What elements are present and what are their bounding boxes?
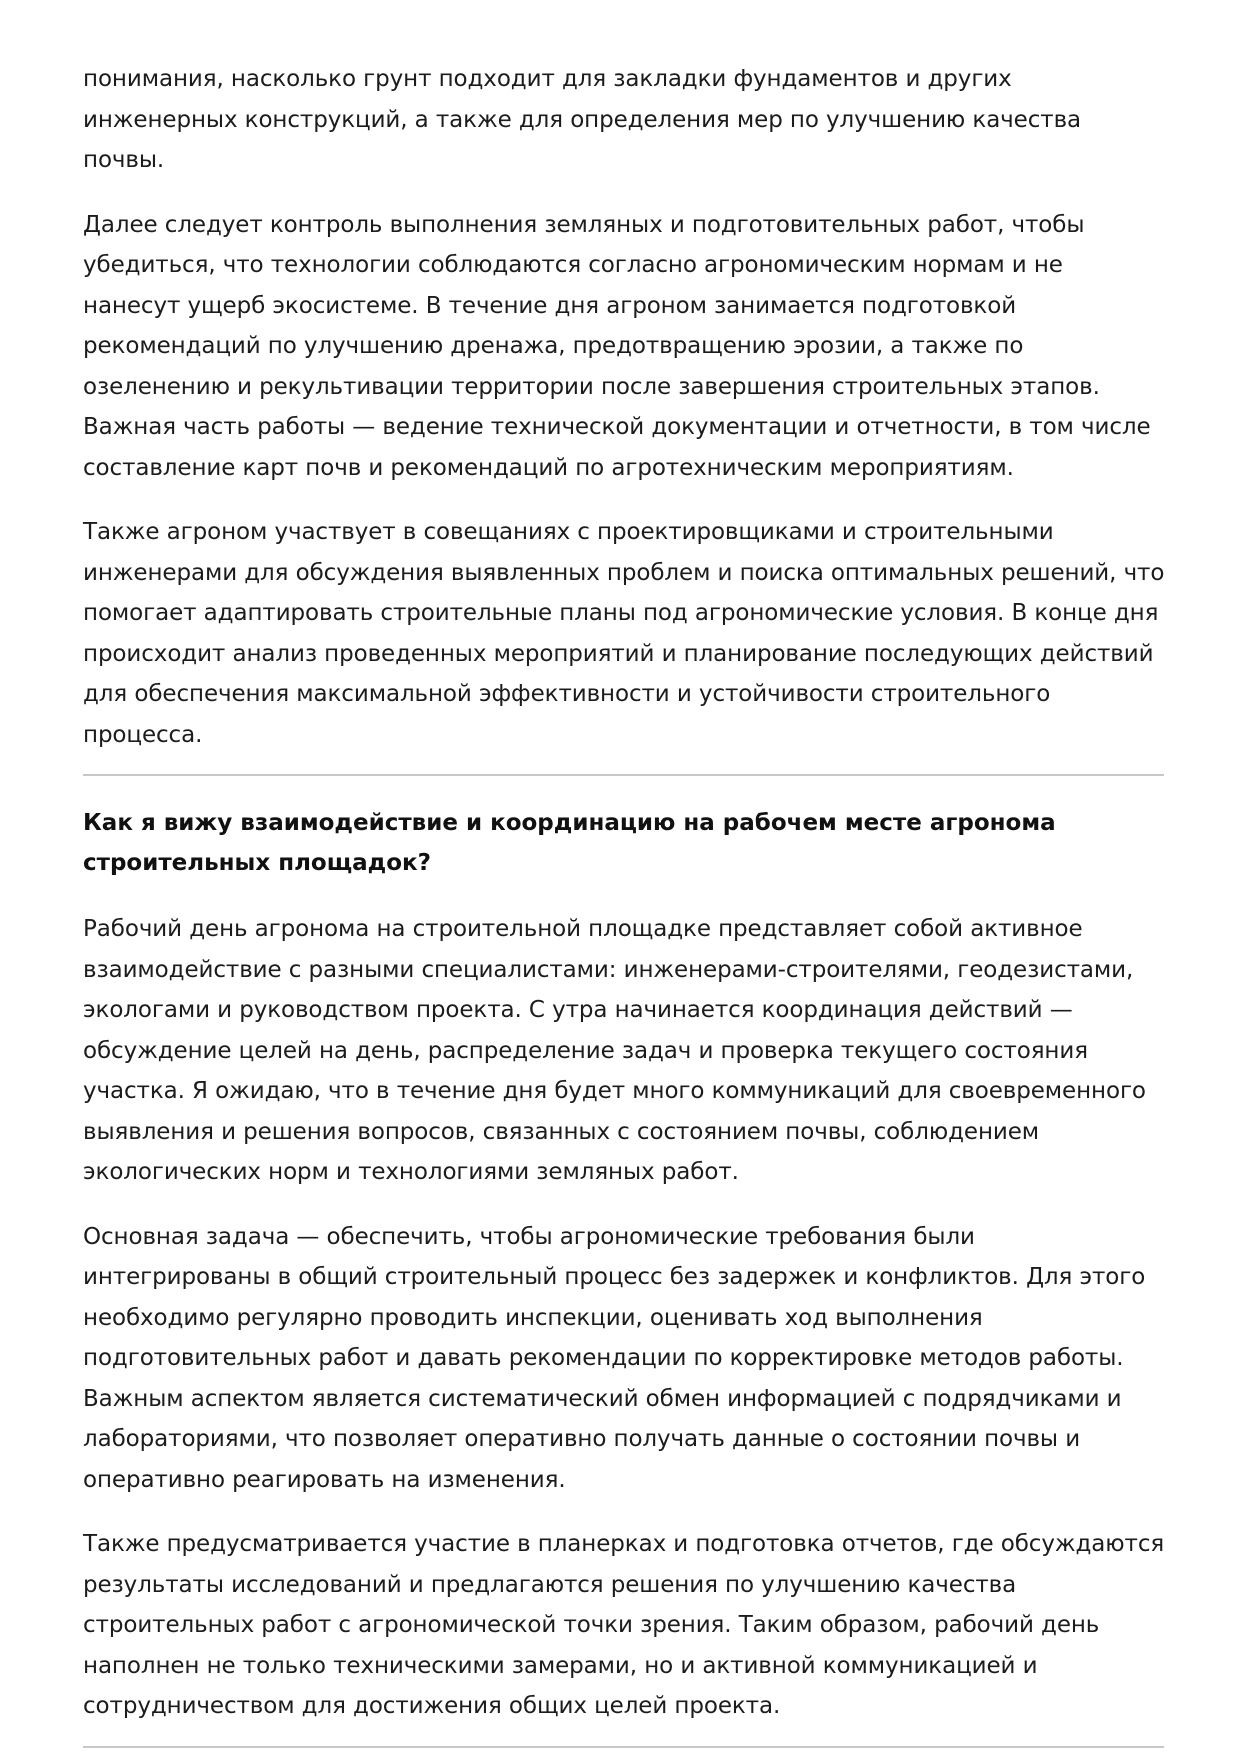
paragraph: понимания, насколько грунт подходит для закладки фундаментов и других инженерных конструкций, а также для определения мер по улучшению качества почвы. xyxy=(83,66,1082,173)
paragraph: Далее следует контроль выполнения земляных и подготовительных работ, чтобы убедиться, что технологии соблюдаются согласно агрономическим нормам и не нанесут ущерб экосистеме. В течение дня агроном занимается подготовкой рекомендаций по улучшению дренажа, предотвращению эрозии, а также по озеленению и рекультивации территории после завершения строительных этапов. Важная часть работы — ведение технической документации и отчетности, в том числе составление карт почв и рекомендаций по агротехническим мероприятиям. xyxy=(83,211,1151,481)
section-divider xyxy=(83,1746,1164,1748)
paragraph: Рабочий день агронома на строительной площадке представляет собой активное взаимодействие с разными специалистами: инженерами-строителями, геодезистами, экологами и руководством проекта. С утра начинается координация действий — обсуждение целей на день, распределение задач и проверка текущего состояния участка. Я ожидаю, что в течение дня будет много коммуникаций для своевременного выявления и решения вопросов, связанных с состоянием почвы, соблюдением экологических норм и технологиями земляных работ. xyxy=(83,916,1146,1185)
paragraph: Основная задача — обеспечить, чтобы агрономические требования были интегрированы в общий строительный процесс без задержек и конфликтов. Для этого необходимо регулярно проводить инспекции, оценивать ход выполнения подготовительных работ и давать рекомендации по корректировке методов работы. Важным аспектом является систематический обмен информацией с подрядчиками и лабораториями, что позволяет оперативно получать данные о состоянии почвы и оперативно реагировать на изменения. xyxy=(83,1223,1146,1493)
paragraph: Также агроном участвует в совещаниях с проектировщиками и строительными инженерами для обсуждения выявленных проблем и поиска оптимальных решений, что помогает адаптировать строительные планы под агрономические условия. В конце дня происходит анализ проведенных мероприятий и планирование последующих действий для обеспечения максимальной эффективности и устойчивости строительного процесса. xyxy=(83,519,1165,748)
document-page xyxy=(83,59,1165,1748)
section-divider xyxy=(83,774,1164,776)
paragraph: Также предусматривается участие в планерках и подготовка отчетов, где обсуждаются результаты исследований и предлагаются решения по улучшению качества строительных работ с агрономической точки зрения. Таким образом, рабочий день наполнен не только техническими замерами, но и активной коммуникацией и сотрудничеством для достижения общих целей проекта. xyxy=(83,1531,1165,1719)
section-heading: Как я вижу взаимодействие и координацию на рабочем месте агронома строительных площадок? xyxy=(83,810,1056,876)
